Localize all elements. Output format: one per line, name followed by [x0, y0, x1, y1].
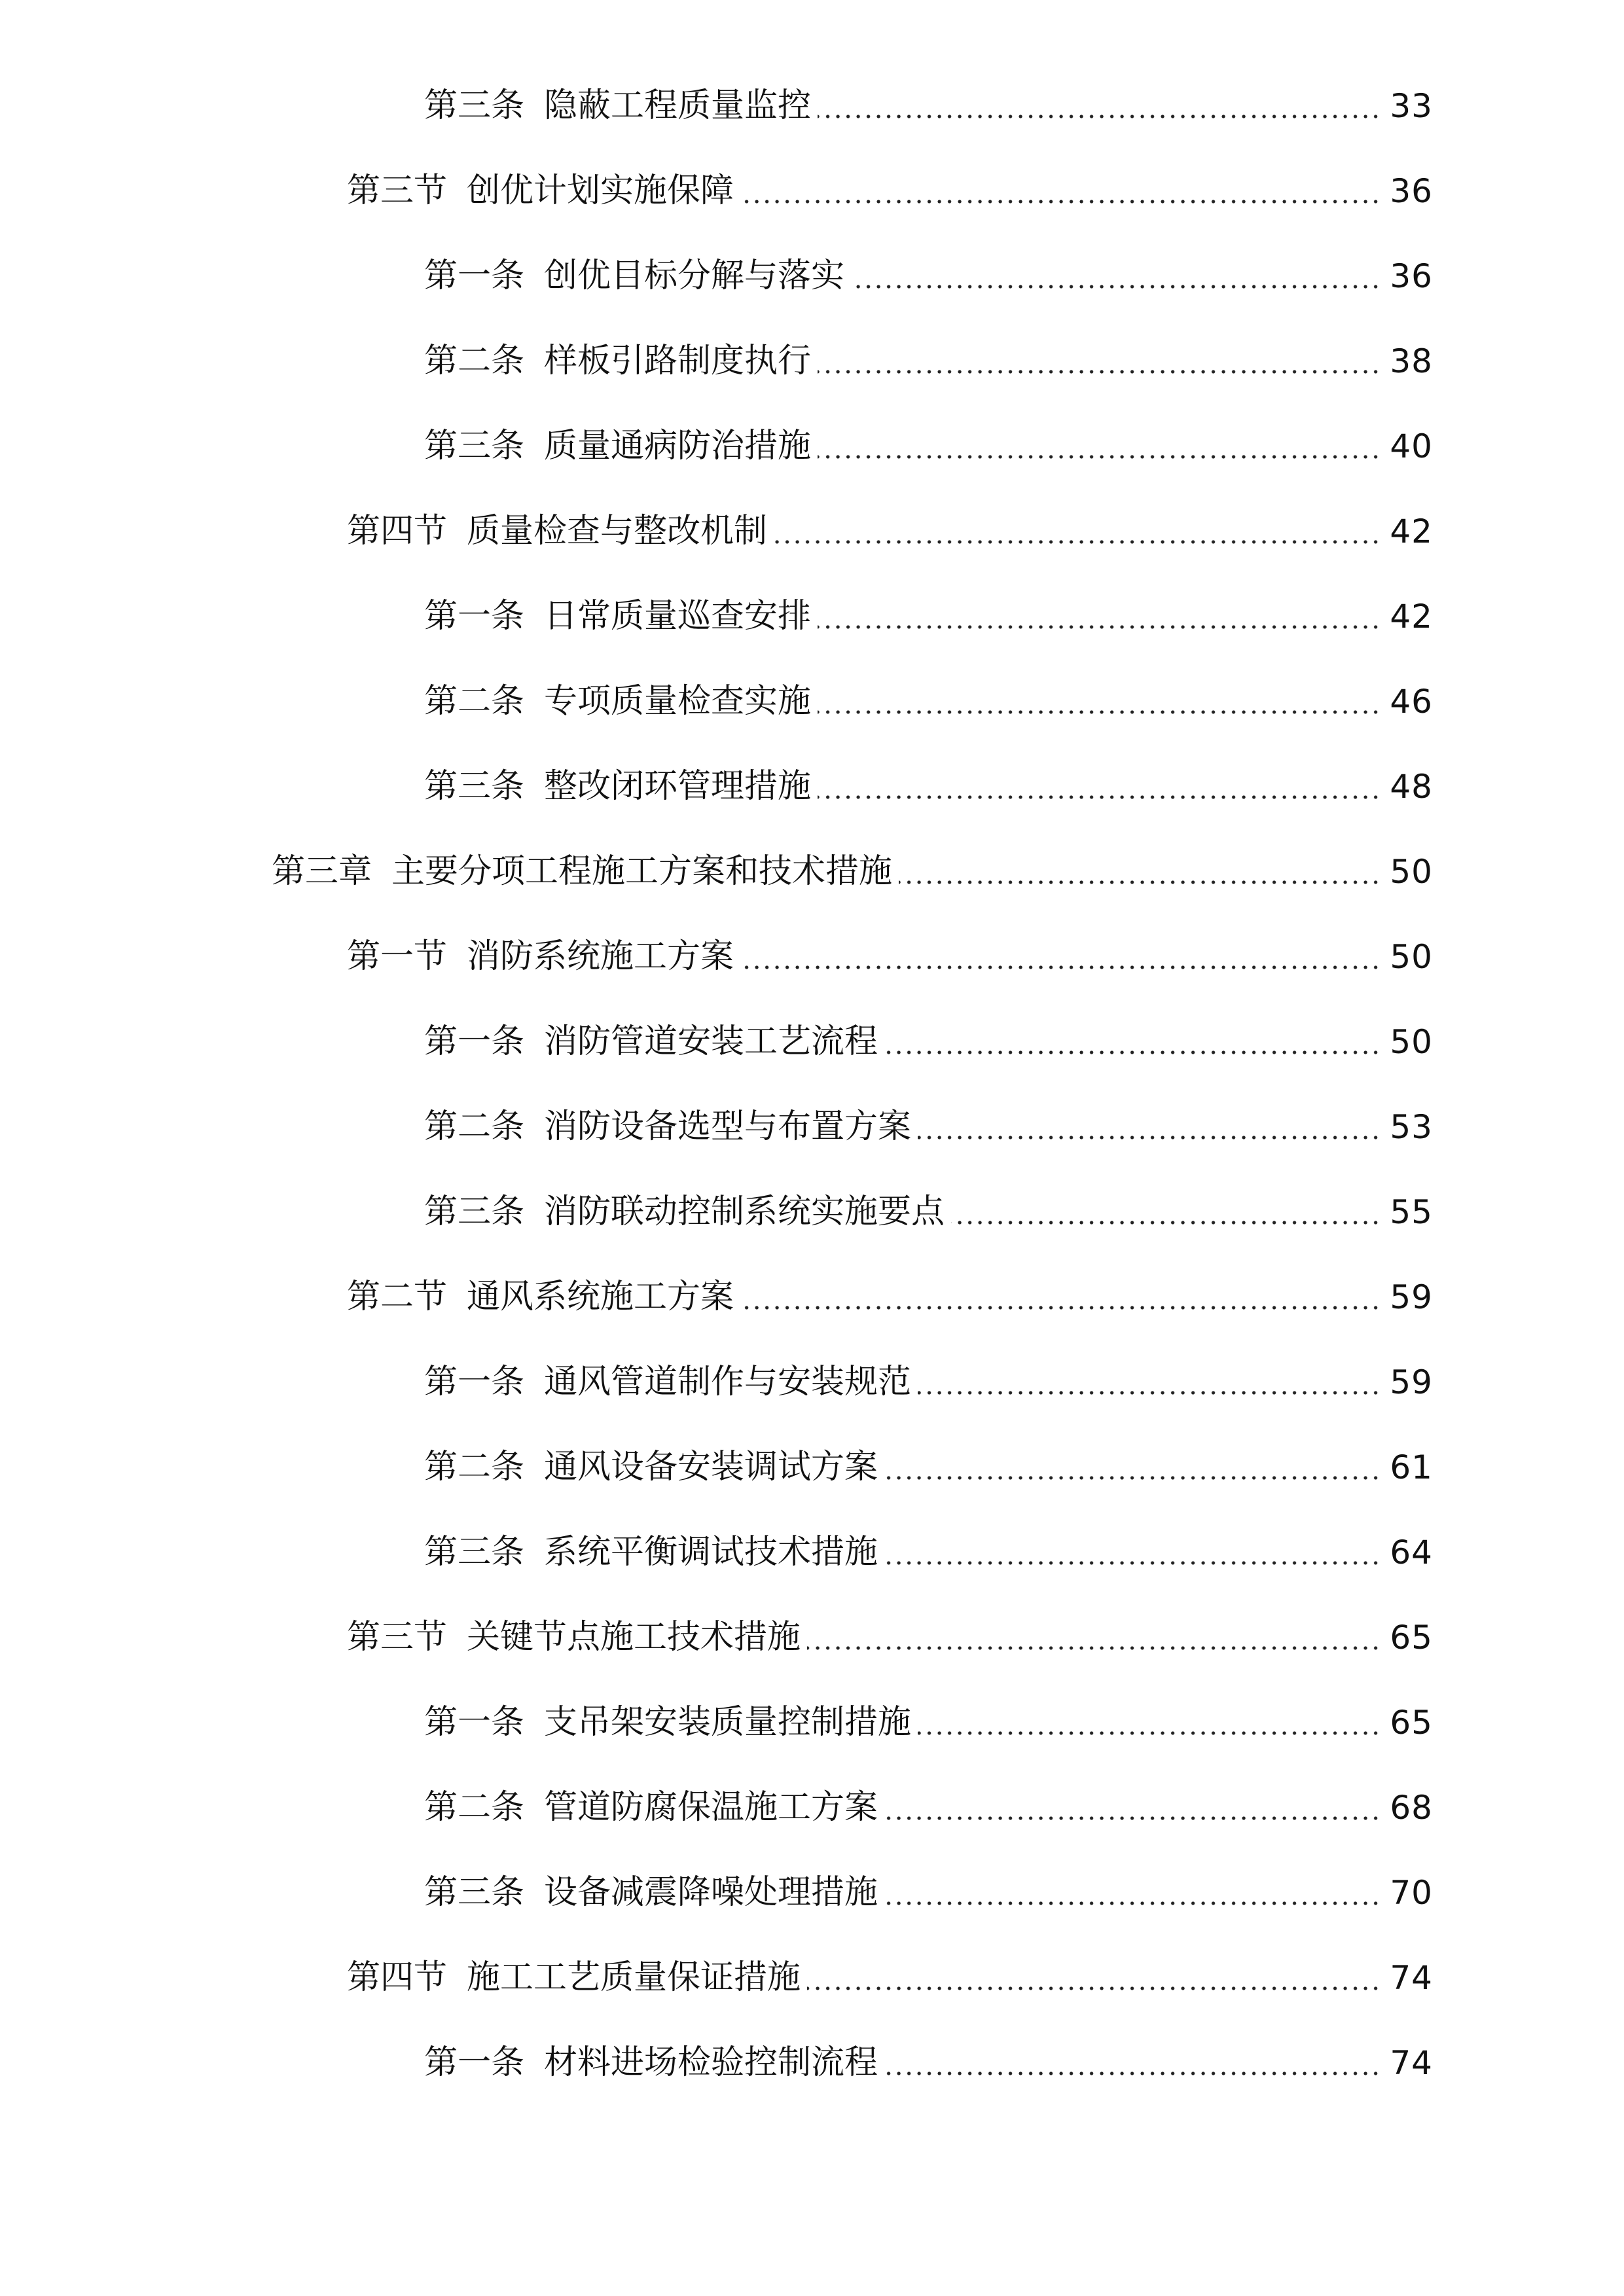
entry-label: 第二条	[424, 342, 525, 380]
entry-title: 质量检查与整改机制	[467, 512, 768, 550]
toc-entry[interactable]	[424, 1523, 1433, 1582]
entry-label: 第二条	[424, 1788, 525, 1827]
entry-title: 创优目标分解与落实	[544, 257, 845, 295]
entry-title: 消防联动控制系统实施要点	[544, 1193, 945, 1231]
entry-title: 消防系统施工方案	[467, 937, 734, 976]
entry-page-number: 50	[1390, 853, 1433, 891]
entry-label: 第一条	[424, 257, 525, 295]
dot-leader	[884, 1901, 1380, 1905]
entry-label: 第一条	[424, 2043, 525, 2082]
dot-leader	[918, 1391, 1380, 1395]
dot-leader	[818, 370, 1380, 374]
entry-page-number: 50	[1390, 938, 1433, 976]
entry-page-number: 74	[1390, 1959, 1433, 1997]
entry-label: 第一条	[424, 1363, 525, 1401]
toc-entry[interactable]	[347, 162, 1433, 221]
dot-leader	[951, 1221, 1380, 1225]
entry-label: 第三节	[347, 171, 448, 210]
dot-leader	[918, 1731, 1380, 1735]
dot-leader	[884, 2072, 1380, 2075]
entry-label: 第一条	[424, 1703, 525, 1742]
entry-page-number: 36	[1390, 172, 1433, 210]
dot-leader	[818, 625, 1380, 629]
entry-page-number: 40	[1390, 427, 1433, 465]
dot-leader	[884, 1816, 1380, 1820]
entry-label: 第一条	[424, 1022, 525, 1061]
entry-label: 第一节	[347, 937, 448, 976]
entry-page-number: 36	[1390, 257, 1433, 295]
entry-title: 日常质量巡查安排	[544, 597, 812, 636]
toc-entry[interactable]	[424, 417, 1433, 476]
toc-entry[interactable]	[424, 1778, 1433, 1837]
entry-page-number: 59	[1390, 1278, 1433, 1316]
entry-title: 通风设备安装调试方案	[544, 1448, 878, 1486]
toc-entry[interactable]	[424, 1013, 1433, 1071]
entry-title: 整改闭环管理措施	[544, 767, 812, 806]
toc-entry[interactable]	[424, 1438, 1433, 1497]
entry-label: 第三条	[424, 767, 525, 806]
entry-page-number: 64	[1390, 1534, 1433, 1571]
entry-page-number: 48	[1390, 768, 1433, 806]
dot-leader	[899, 880, 1380, 884]
entry-title: 关键节点施工技术措施	[467, 1618, 801, 1657]
entry-title: 专项质量检查实施	[544, 682, 812, 721]
entry-page-number: 46	[1390, 683, 1433, 721]
entry-title: 设备减震降噪处理措施	[544, 1873, 878, 1912]
dot-leader	[918, 1136, 1380, 1139]
toc-entry[interactable]	[347, 502, 1433, 561]
entry-title: 施工工艺质量保证措施	[467, 1958, 801, 1997]
entry-title: 消防设备选型与布置方案	[544, 1107, 912, 1146]
entry-page-number: 74	[1390, 2044, 1433, 2082]
dot-leader	[740, 965, 1380, 969]
dot-leader	[740, 200, 1380, 204]
entry-title: 主要分项工程施工方案和技术措施	[391, 852, 893, 891]
entry-title: 隐蔽工程质量监控	[544, 86, 812, 125]
entry-title: 样板引路制度执行	[544, 342, 812, 380]
entry-page-number: 38	[1390, 342, 1433, 380]
entry-label: 第三条	[424, 1873, 525, 1912]
dot-leader	[884, 1561, 1380, 1565]
entry-page-number: 42	[1390, 598, 1433, 636]
entry-title: 创优计划实施保障	[467, 171, 734, 210]
toc-entry[interactable]	[424, 757, 1433, 816]
entry-label: 第三条	[424, 1193, 525, 1231]
dot-leader	[807, 1986, 1380, 1990]
entry-page-number: 65	[1390, 1704, 1433, 1742]
toc-entry[interactable]	[347, 927, 1433, 986]
entry-label: 第二节	[347, 1278, 448, 1316]
toc-entry[interactable]	[424, 332, 1433, 391]
toc-entry[interactable]	[347, 1948, 1433, 2007]
entry-page-number: 50	[1390, 1023, 1433, 1061]
entry-page-number: 70	[1390, 1874, 1433, 1912]
dot-leader	[851, 285, 1380, 289]
entry-page-number: 61	[1390, 1448, 1433, 1486]
entry-label: 第二条	[424, 1448, 525, 1486]
toc-entry[interactable]	[424, 1183, 1433, 1242]
entry-page-number: 53	[1390, 1108, 1433, 1146]
toc-entry[interactable]	[424, 2034, 1433, 2092]
entry-label: 第三条	[424, 427, 525, 465]
entry-title: 通风系统施工方案	[467, 1278, 734, 1316]
entry-page-number: 68	[1390, 1789, 1433, 1827]
toc-entry[interactable]	[424, 77, 1433, 135]
entry-title: 管道防腐保温施工方案	[544, 1788, 878, 1827]
dot-leader	[884, 1476, 1380, 1480]
entry-title: 支吊架安装质量控制措施	[544, 1703, 912, 1742]
entry-label: 第三章	[272, 852, 372, 891]
entry-label: 第四节	[347, 1958, 448, 1997]
toc-entry[interactable]	[347, 1268, 1433, 1327]
dot-leader	[807, 1646, 1380, 1650]
toc-entry[interactable]	[424, 587, 1433, 646]
toc-entry[interactable]	[424, 247, 1433, 306]
dot-leader	[740, 1306, 1380, 1310]
entry-label: 第三条	[424, 1533, 525, 1571]
entry-label: 第四节	[347, 512, 448, 550]
entry-title: 消防管道安装工艺流程	[544, 1022, 878, 1061]
dot-leader	[818, 710, 1380, 714]
entry-label: 第三节	[347, 1618, 448, 1657]
entry-page-number: 33	[1390, 87, 1433, 125]
entry-title: 系统平衡调试技术措施	[544, 1533, 878, 1571]
entry-label: 第二条	[424, 682, 525, 721]
entry-page-number: 42	[1390, 512, 1433, 550]
dot-leader	[884, 1050, 1380, 1054]
entry-page-number: 55	[1390, 1193, 1433, 1231]
entry-label: 第二条	[424, 1107, 525, 1146]
entry-label: 第一条	[424, 597, 525, 636]
toc-entry[interactable]	[424, 1098, 1433, 1157]
toc-entry[interactable]	[347, 1608, 1433, 1667]
toc-entry[interactable]	[424, 1693, 1433, 1752]
dot-leader	[818, 115, 1380, 118]
entry-title: 通风管道制作与安装规范	[544, 1363, 912, 1401]
dot-leader	[818, 455, 1380, 459]
toc-entry[interactable]	[424, 1353, 1433, 1412]
toc-entry[interactable]	[424, 1863, 1433, 1922]
entry-label: 第三条	[424, 86, 525, 125]
entry-page-number: 65	[1390, 1619, 1433, 1657]
toc-entry[interactable]	[272, 842, 1433, 901]
dot-leader	[818, 795, 1380, 799]
entry-page-number: 59	[1390, 1363, 1433, 1401]
entry-title: 材料进场检验控制流程	[544, 2043, 878, 2082]
dot-leader	[774, 540, 1380, 544]
entry-title: 质量通病防治措施	[544, 427, 812, 465]
toc-entry[interactable]	[424, 672, 1433, 731]
